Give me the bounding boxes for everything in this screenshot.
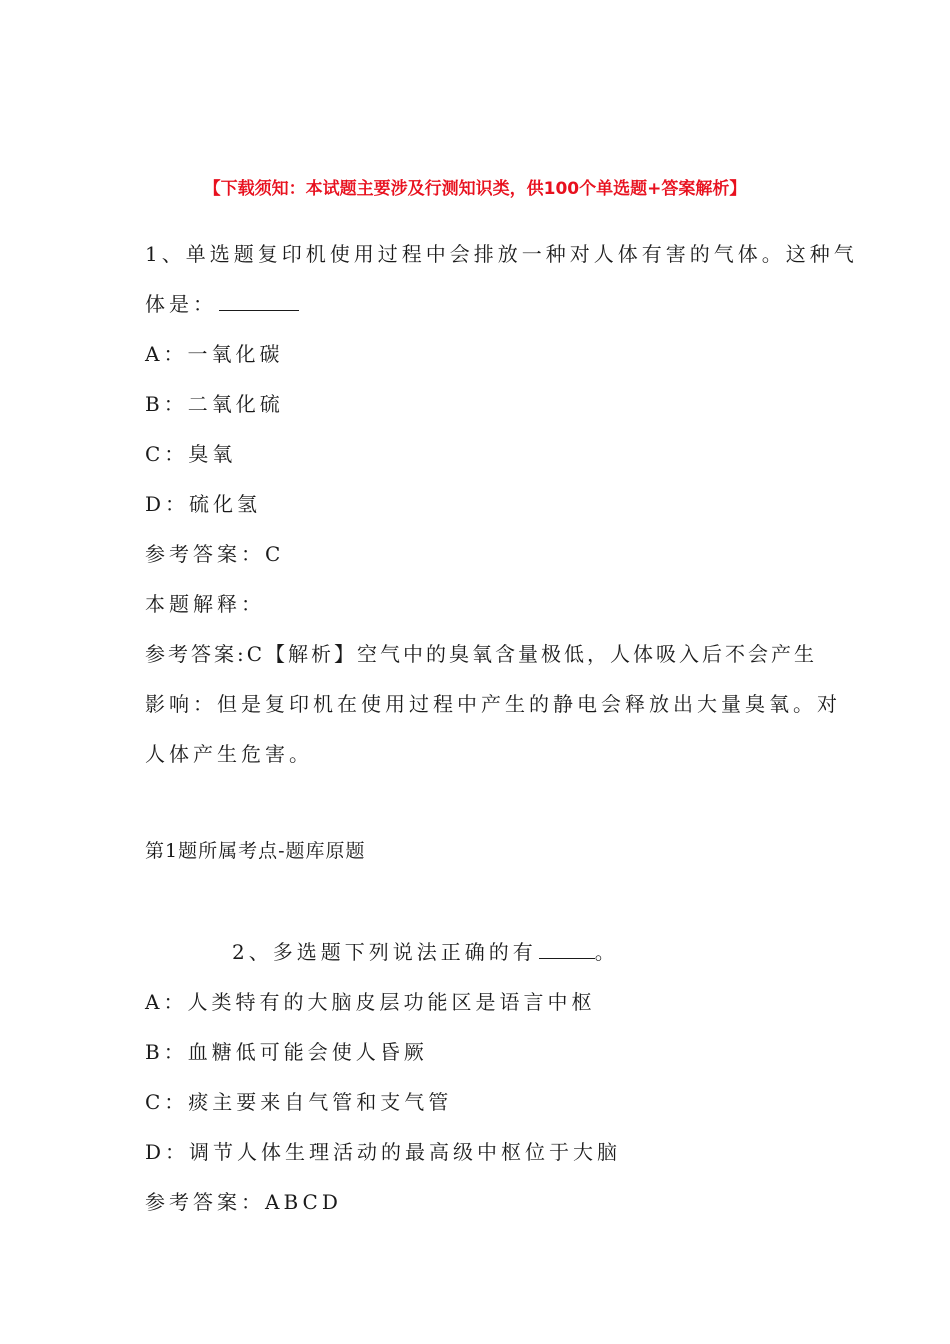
q1-answer: 参考答案：C (145, 542, 285, 566)
q1-explain-title: 本题解释： (145, 592, 265, 616)
q1-option-c: C：臭氧 (145, 442, 237, 466)
q1-stem-line1: 1、单选题复印机使用过程中会排放一种对人体有害的气体。这种气 (145, 242, 858, 266)
q2-option-a: A：人类特有的大脑皮层功能区是语言中枢 (145, 990, 596, 1014)
q1-explain-line2: 影响：但是复印机在使用过程中产生的静电会释放出大量臭氧。对 (145, 692, 841, 716)
q1-option-b: B：二氧化硫 (145, 392, 284, 416)
q1-topic: 第1题所属考点-题库原题 (145, 840, 366, 862)
q2-option-b: B：血糖低可能会使人昏厥 (145, 1040, 428, 1064)
q2-option-d: D：调节人体生理活动的最高级中枢位于大脑 (145, 1140, 622, 1164)
q2-answer: 参考答案：ABCD (145, 1190, 342, 1214)
q1-option-a: A：一氧化碳 (145, 342, 284, 366)
q1-option-d: D：硫化氢 (145, 492, 262, 516)
answer-blank (219, 309, 299, 311)
download-notice: 【下载须知：本试题主要涉及行测知识类，供100个单选题+答案解析】 (203, 179, 747, 199)
answer-blank (539, 957, 595, 959)
q1-explain-line3: 人体产生危害。 (145, 742, 313, 766)
q2-option-c: C：痰主要来自气管和支气管 (145, 1090, 453, 1114)
q1-stem-line2 (145, 288, 299, 317)
q2-stem-end: 。 (594, 940, 619, 964)
q2-stem-text: 2、多选题下列说法正确的有 (232, 940, 537, 964)
q1-explain-line1: 参考答案:C【解析】空气中的臭氧含量极低，人体吸入后不会产生 (145, 642, 818, 666)
q1-stem-text: 体是： (145, 292, 217, 316)
q2-stem (232, 936, 619, 965)
